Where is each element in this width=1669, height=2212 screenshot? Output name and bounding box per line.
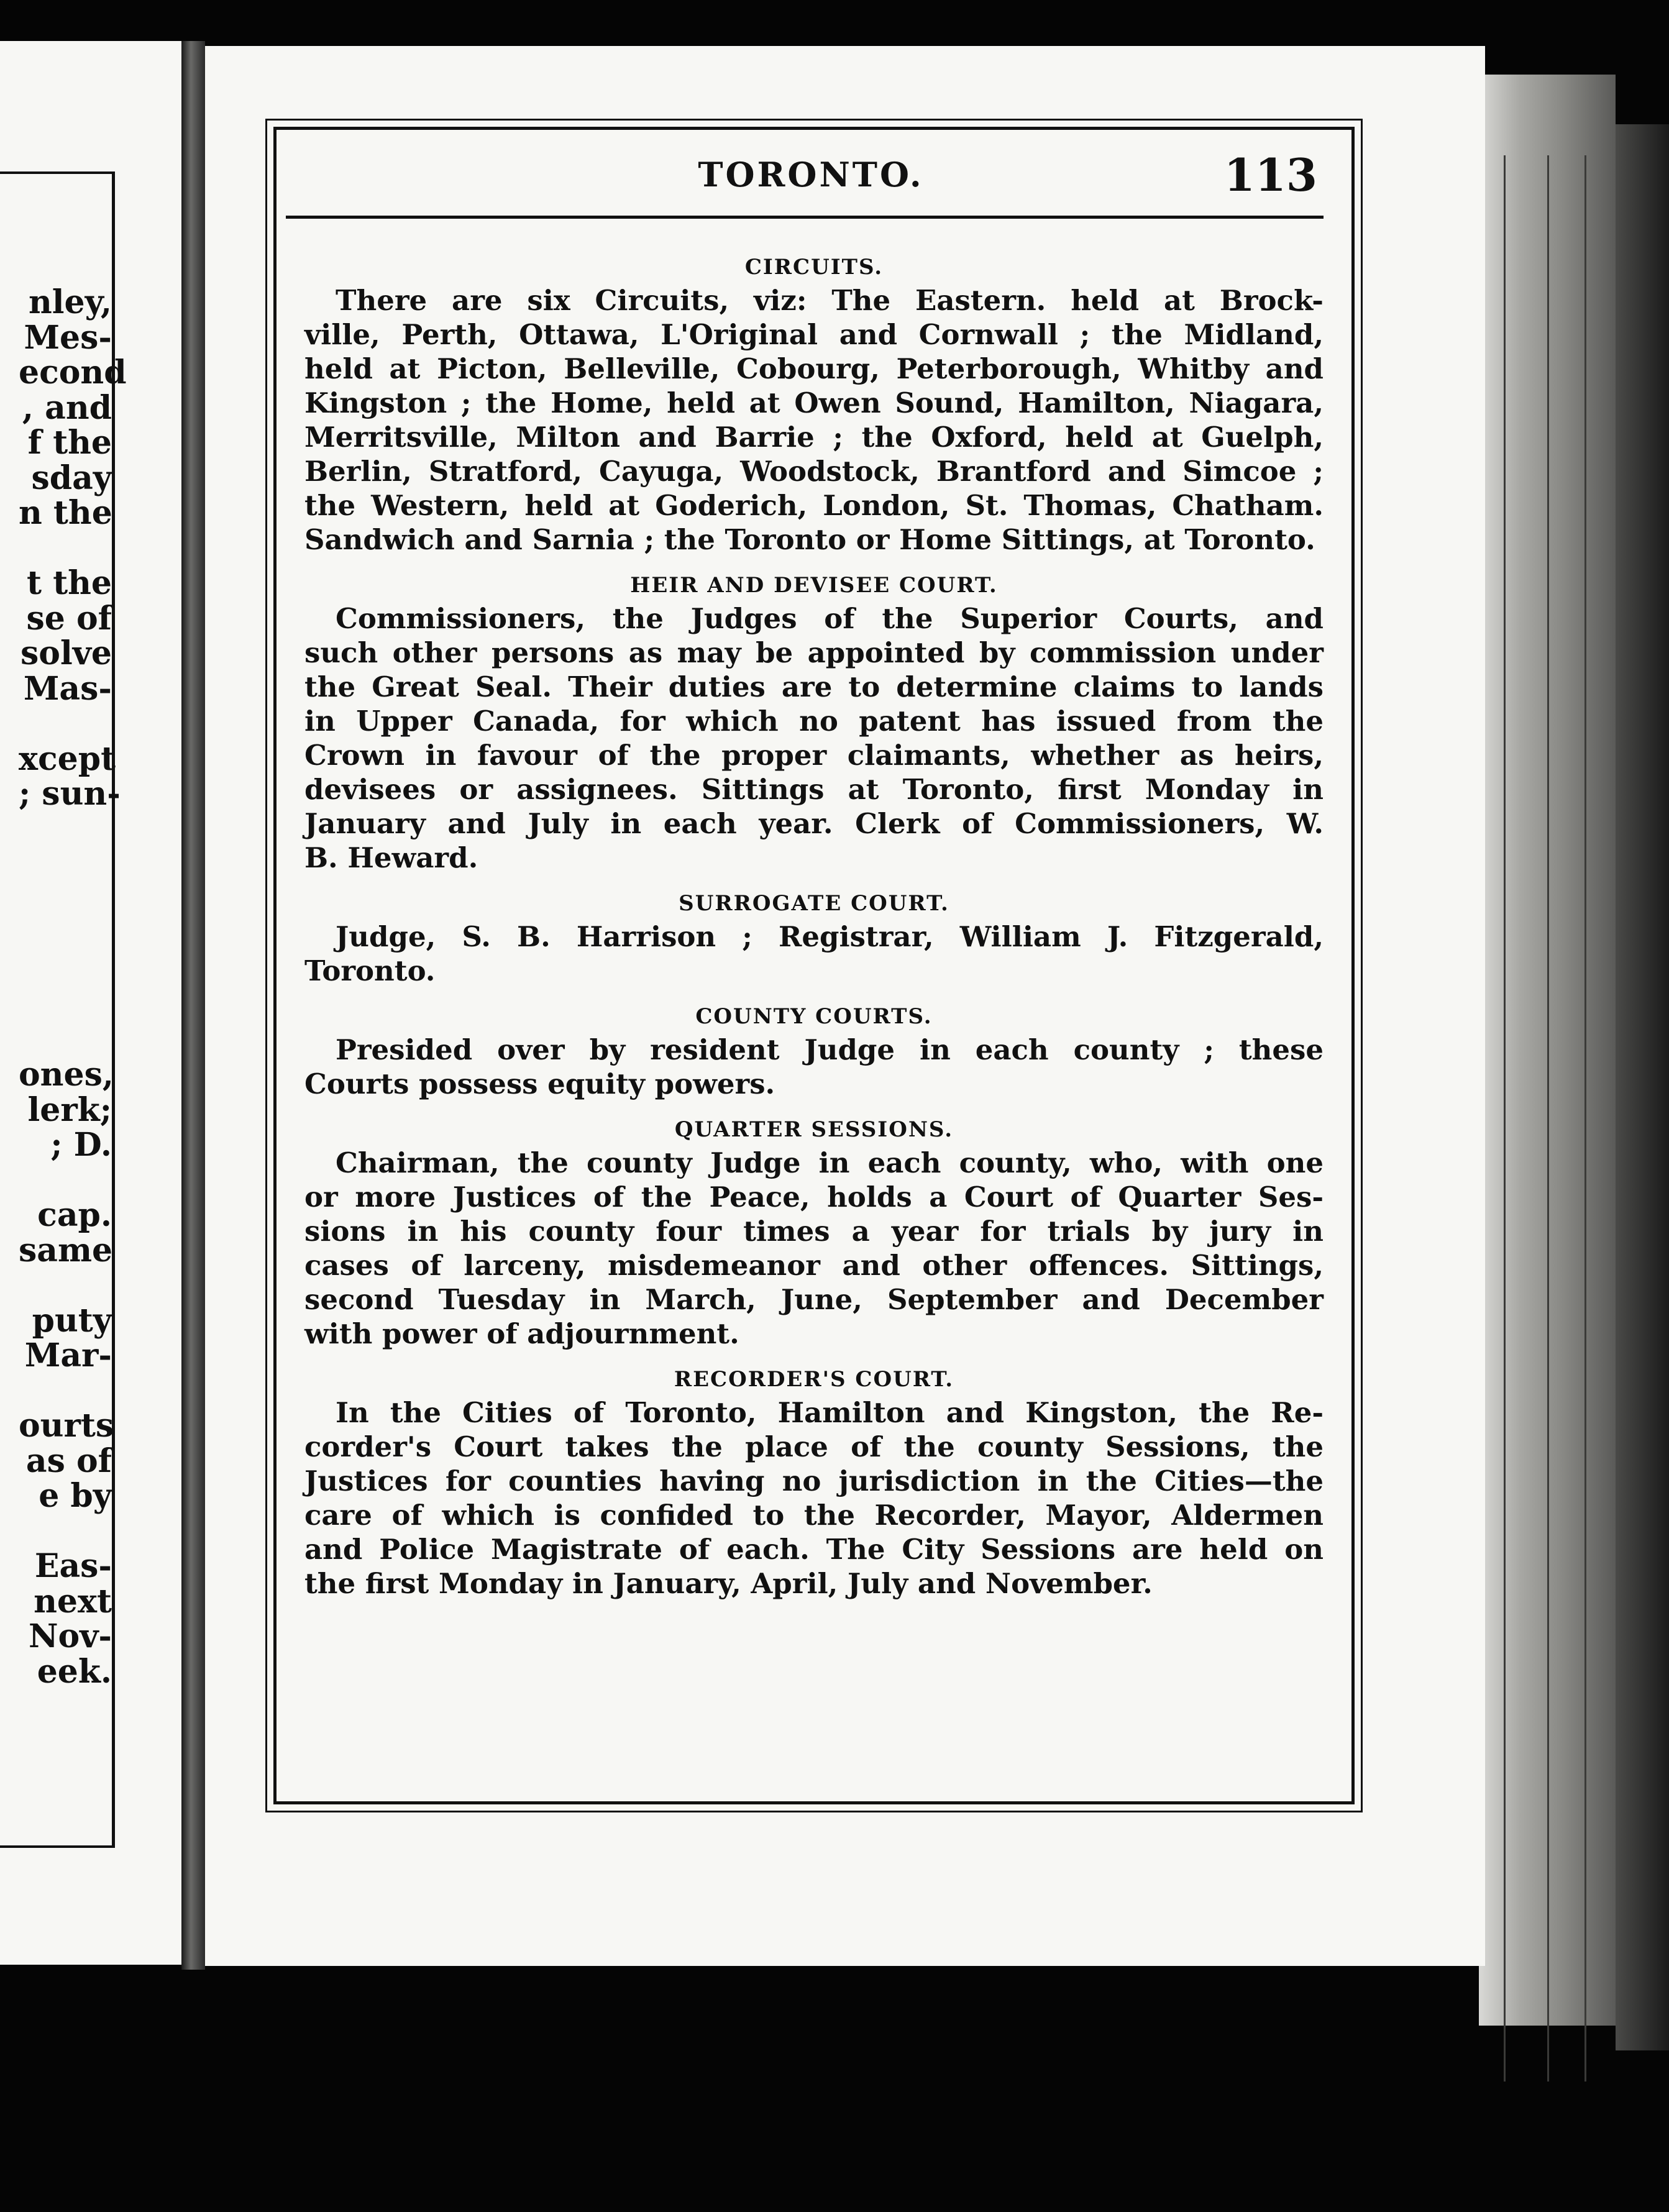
text-line: Judge, S. B. Harrison ; Registrar, William J. Fitzgerald, — [336, 920, 1324, 953]
section-heading: SURROGATE COURT. — [679, 891, 949, 916]
text-line: or more Justices of the Peace, holds a Court of Quarter Ses- — [304, 1181, 1324, 1213]
text-line: the first Monday in January, April, July and November. — [304, 1567, 1153, 1600]
text-line: Berlin, Stratford, Cayuga, Woodstock, Brantford and Simcoe ; — [304, 455, 1324, 488]
left-page-fragment: se of — [26, 599, 112, 638]
section-heading: COUNTY COURTS. — [695, 1004, 933, 1029]
main-page — [205, 46, 1485, 1966]
header-rule — [286, 216, 1324, 219]
text-line: Toronto. — [304, 954, 436, 987]
text-line: corder's Court takes the place of the county Sessions, the — [304, 1430, 1324, 1463]
text-line: There are six Circuits, viz: The Eastern. held at Brock- — [336, 284, 1324, 317]
text-line: Kingston ; the Home, held at Owen Sound, Hamilton, Niagara, — [304, 386, 1324, 419]
left-page-fragment: cap. — [37, 1196, 112, 1234]
left-page-fragment: sday — [31, 459, 112, 497]
left-page-fragment: Mas- — [23, 669, 112, 708]
text-line: Crown in favour of the proper claimants, whether as heirs, — [304, 739, 1324, 772]
left-page-fragment: Mes- — [24, 318, 112, 357]
text-line: in Upper Canada, for which no patent has issued from the — [304, 705, 1324, 738]
text-line: Sandwich and Sarnia ; the Toronto or Home Sittings, at Toronto. — [304, 523, 1315, 556]
left-page-fragment: solve — [20, 634, 112, 672]
section-paragraph — [304, 601, 1324, 875]
left-page-fragment: ; D. — [50, 1126, 112, 1164]
section-paragraph — [304, 283, 1324, 557]
text-line: Courts possess equity powers. — [304, 1067, 775, 1100]
text-line: and Police Magistrate of each. The City Sessions are held on — [304, 1533, 1324, 1566]
text-line: Justices for counties having no jurisdiction in the Cities—the — [304, 1465, 1324, 1497]
page-number: 113 — [1223, 149, 1317, 201]
section-paragraph — [304, 1396, 1324, 1601]
text-line: care of which is confided to the Recorder, Mayor, Aldermen — [304, 1499, 1324, 1532]
text-line: sions in his county four times a year for trials by jury in — [304, 1215, 1324, 1248]
text-line: cases of larceny, misdemeanor and other offences. Sittings, — [304, 1249, 1324, 1282]
section-heading: HEIR AND DEVISEE COURT. — [630, 573, 998, 598]
text-line: In the Cities of Toronto, Hamilton and Kingston, the Re- — [336, 1396, 1324, 1429]
left-page-fragment: ourts — [19, 1407, 114, 1445]
text-line: devisees or assignees. Sittings at Toronto, first Monday in — [304, 773, 1324, 806]
page-edge-line — [1584, 155, 1586, 2082]
text-line: Chairman, the county Judge in each county, who, with one — [336, 1146, 1324, 1179]
left-page-fragment: puty — [32, 1301, 112, 1340]
left-page-fragment: as of — [25, 1442, 112, 1480]
text-line: January and July in each year. Clerk of Commissioners, W. — [304, 807, 1324, 840]
left-page-fragment: next — [34, 1582, 112, 1620]
left-page-fragment: nley, — [29, 283, 112, 321]
text-line: such other persons as may be appointed by commission under — [304, 636, 1324, 669]
text-line: the Great Seal. Their duties are to determine claims to lands — [304, 670, 1324, 703]
section-paragraph — [304, 920, 1324, 988]
page-edge-stack — [1479, 75, 1616, 2026]
section-paragraph — [304, 1146, 1324, 1351]
section-heading: QUARTER SESSIONS. — [674, 1117, 954, 1142]
left-page-fragment: Eas- — [34, 1547, 112, 1585]
page-edge-line — [1504, 155, 1506, 2082]
left-page-fragment: lerk; — [27, 1090, 112, 1129]
book-gutter — [181, 41, 205, 1970]
left-page-fragment: ones, — [19, 1056, 114, 1094]
left-page-fragment: n the — [19, 494, 112, 532]
left-page-fragment: Nov- — [28, 1617, 112, 1655]
left-page-fragment: Mar- — [24, 1337, 112, 1374]
text-line: the Western, held at Goderich, London, St. Thomas, Chatham. — [304, 489, 1324, 522]
text-line: second Tuesday in March, June, September and December — [304, 1283, 1324, 1316]
text-line: B. Heward. — [304, 841, 478, 874]
left-page-fragment: , and — [22, 388, 112, 427]
text-line: with power of adjournment. — [304, 1317, 739, 1350]
text-line: ville, Perth, Ottawa, L'Original and Cornwall ; the Midland, — [304, 318, 1324, 351]
left-page-fragment: f the — [27, 424, 112, 462]
section-paragraph — [304, 1033, 1324, 1101]
section-heading: RECORDER'S COURT. — [674, 1367, 954, 1392]
running-header — [286, 149, 1336, 229]
left-page-fragment: xcept — [19, 739, 116, 778]
section-heading: CIRCUITS. — [744, 255, 884, 280]
book-cover-edge — [1616, 124, 1669, 2050]
text-line: Presided over by resident Judge in each county ; these — [336, 1033, 1324, 1066]
text-line: Merritsville, Milton and Barrie ; the Oxford, held at Guelph, — [304, 421, 1324, 454]
text-line: held at Picton, Belleville, Cobourg, Peterborough, Whitby and — [304, 352, 1324, 385]
text-line: Commissioners, the Judges of the Superior Courts, and — [336, 602, 1324, 635]
page-edge-line — [1547, 155, 1549, 2082]
left-page-fragment: t the — [26, 564, 112, 602]
left-page-fragment: eek. — [37, 1652, 112, 1691]
running-title: TORONTO. — [698, 155, 924, 194]
left-page-fragment: econd — [19, 354, 127, 391]
left-facing-page — [0, 41, 181, 1965]
left-page-fragment: ; sun- — [19, 775, 121, 813]
page-body — [304, 251, 1324, 1613]
left-page-fragment: e by — [39, 1477, 112, 1515]
left-page-fragment: same — [19, 1231, 113, 1269]
